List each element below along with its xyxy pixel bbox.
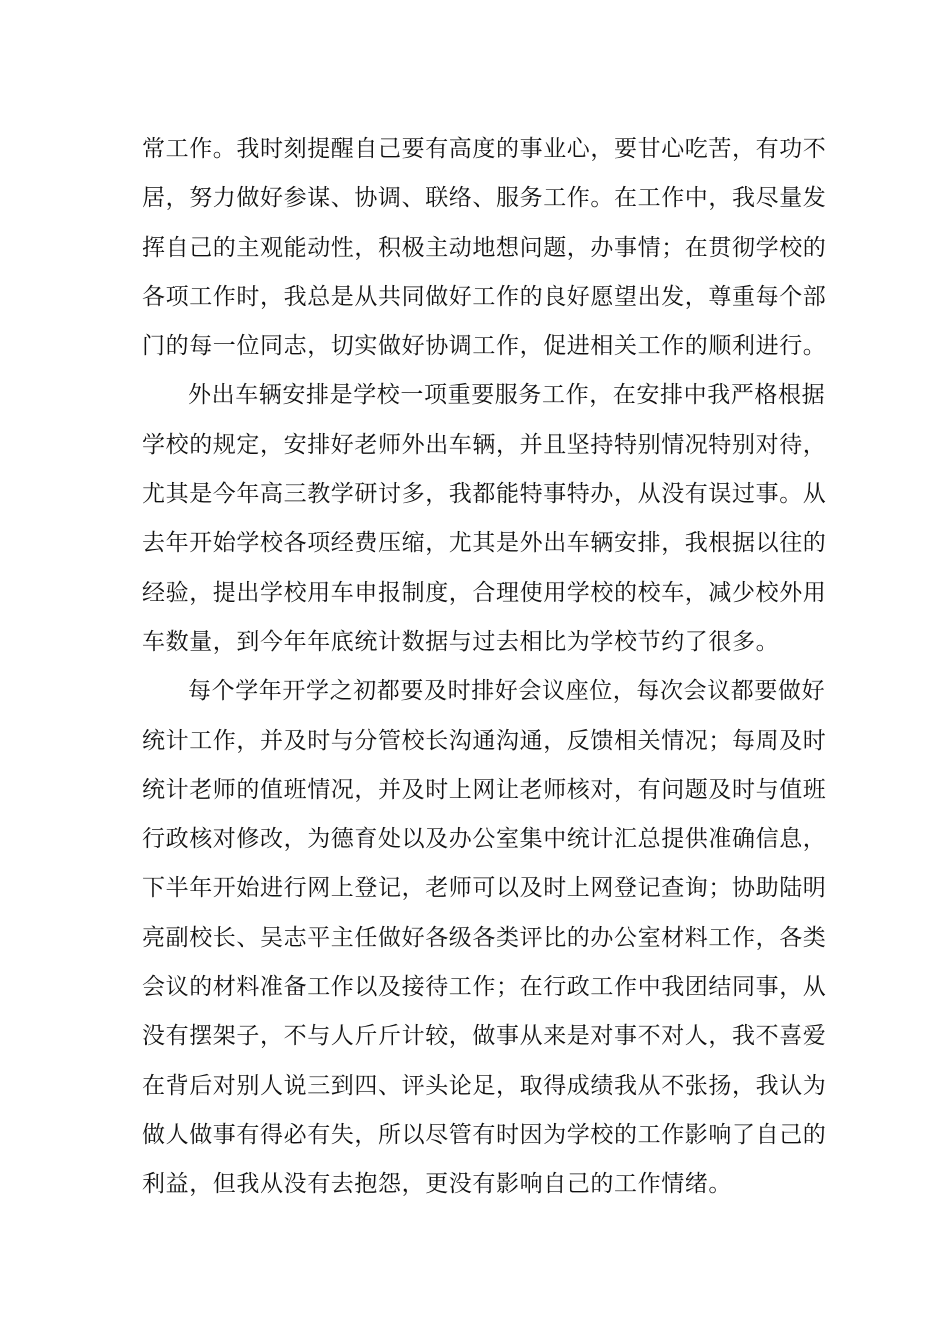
- text-line: 做人做事有得必有失，所以尽管有时因为学校的工作影响了自己的: [142, 1121, 827, 1148]
- text-line: 行政核对修改，为德育处以及办公室集中统计汇总提供准确信息，: [142, 826, 827, 853]
- text-line: 挥自己的主观能动性，积极主动地想问题，办事情；在贯彻学校的: [142, 234, 827, 261]
- text-line: 居，努力做好参谋、协调、联络、服务工作。在工作中，我尽量发: [142, 185, 827, 212]
- text-line: 常工作。我时刻提醒自己要有高度的事业心，要甘心吃苦，有功不: [142, 136, 827, 162]
- text-line: 门的每一位同志，切实做好协调工作，促进相关工作的顺利进行。: [142, 333, 827, 360]
- text-line: 尤其是今年高三教学研讨多，我都能特事特办，从没有误过事。从: [142, 481, 827, 508]
- text-line: 利益，但我从没有去抱怨，更没有影响自己的工作情绪。: [142, 1171, 732, 1198]
- text-line: 下半年开始进行网上登记，老师可以及时上网登记查询；协助陆明: [142, 875, 827, 902]
- text-line: 学校的规定，安排好老师外出车辆，并且坚持特别情况特别对待，: [142, 431, 827, 458]
- text-line: 统计老师的值班情况，并及时上网让老师核对，有问题及时与值班: [142, 776, 827, 803]
- text-line: 车数量，到今年年底统计数据与过去相比为学校节约了很多。: [142, 628, 780, 655]
- text-line: 亮副校长、吴志平主任做好各级各类评比的办公室材料工作，各类: [142, 924, 827, 951]
- paragraph-first-line: 每个学年开学之初都要及时排好会议座位，每次会议都要做好: [188, 678, 826, 705]
- body-text: [142, 125, 827, 1210]
- text-line: 经验，提出学校用车申报制度，合理使用学校的校车，减少校外用: [142, 579, 827, 606]
- text-line: 各项工作时，我总是从共同做好工作的良好愿望出发，尊重每个部: [142, 283, 827, 310]
- text-line: 统计工作，并及时与分管校长沟通沟通，反馈相关情况；每周及时: [142, 727, 827, 754]
- text-line: 会议的材料准备工作以及接待工作；在行政工作中我团结同事，从: [142, 974, 827, 1001]
- text-line: 在背后对别人说三到四、评头论足，取得成绩我从不张扬，我认为: [142, 1072, 827, 1099]
- paragraph-first-line: 外出车辆安排是学校一项重要服务工作，在安排中我严格根据: [188, 382, 826, 409]
- text-line: 去年开始学校各项经费压缩，尤其是外出车辆安排，我根据以往的: [142, 530, 827, 557]
- text-line: 没有摆架子，不与人斤斤计较，做事从来是对事不对人，我不喜爱: [142, 1023, 827, 1050]
